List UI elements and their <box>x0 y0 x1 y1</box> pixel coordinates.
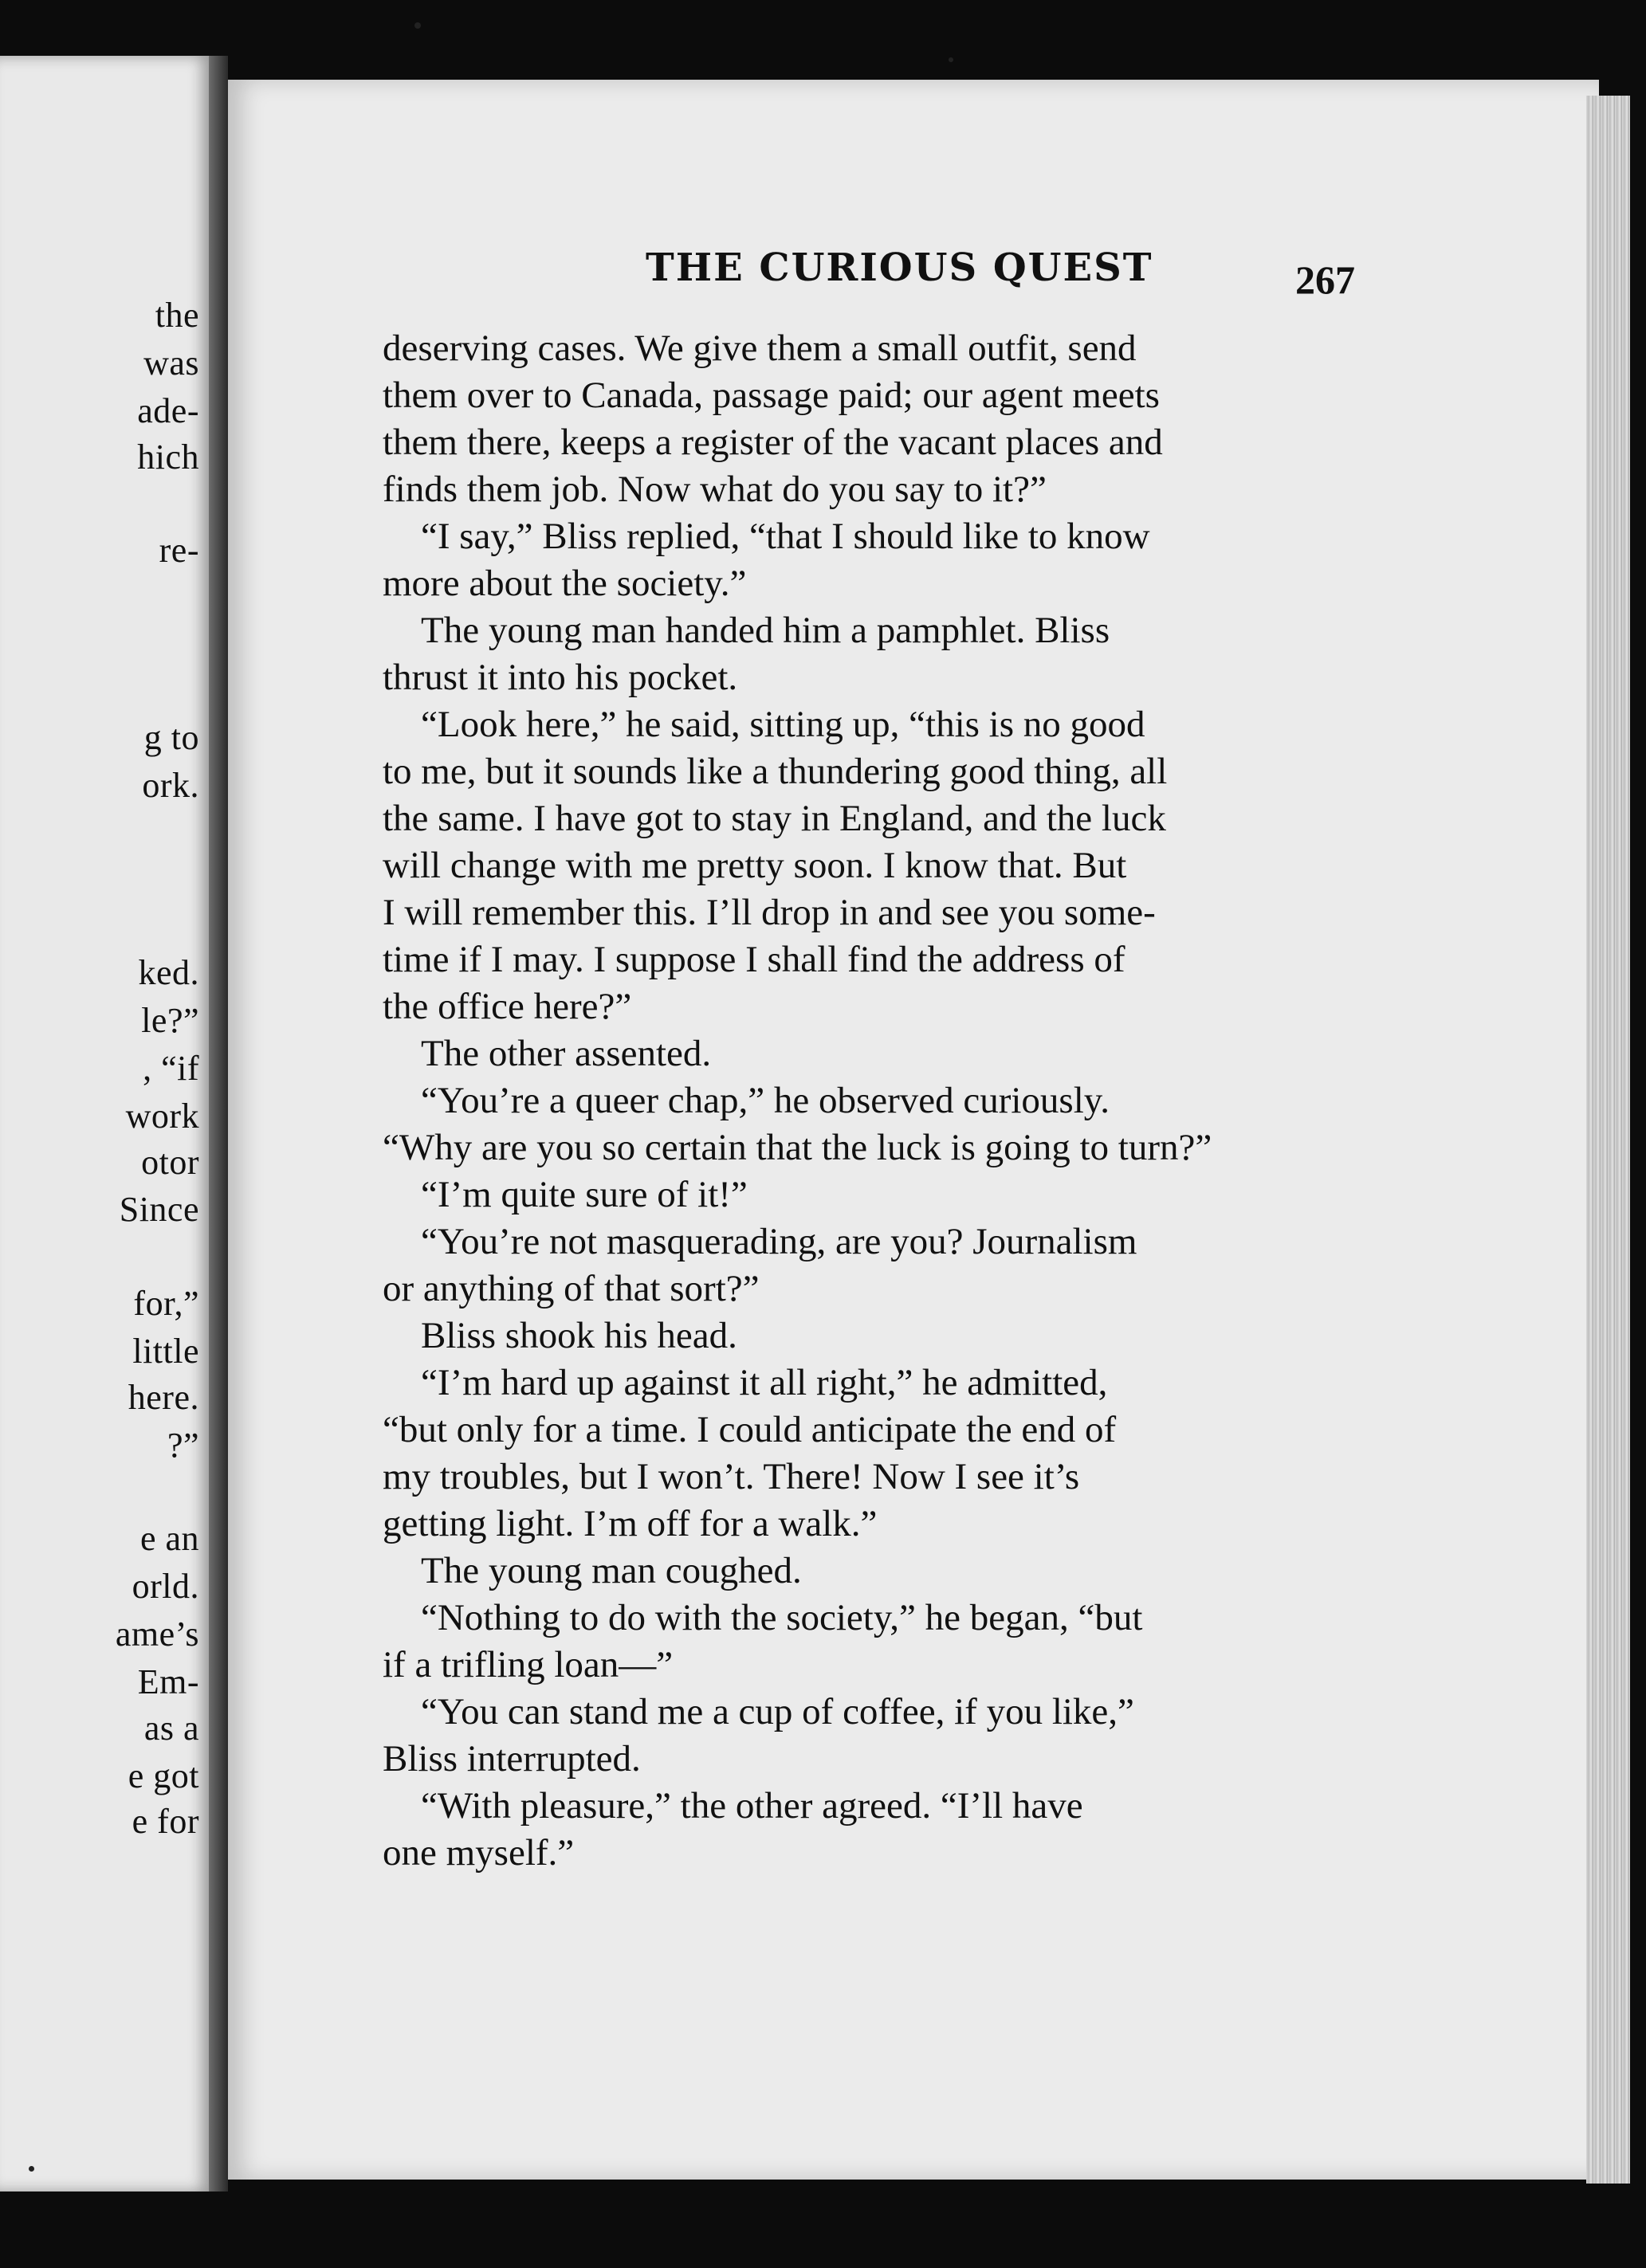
left-page-fragment: ade- <box>137 391 199 430</box>
left-page-fragment: as a <box>143 1709 199 1748</box>
text-line: deserving cases. We give them a small outfit, send <box>383 328 1137 369</box>
left-page-fragment: e an <box>139 1519 199 1558</box>
text-line: getting light. I’m off for a walk.” <box>383 1503 878 1544</box>
left-page-fragment: for,” <box>133 1284 199 1323</box>
text-line: The young man coughed. <box>421 1550 802 1591</box>
left-page-fragment: Since <box>119 1190 199 1229</box>
dust-speck <box>29 2166 34 2172</box>
text-line: The other assented. <box>421 1033 712 1074</box>
left-page-fragment: ked. <box>138 953 199 992</box>
text-line: “I’m hard up against it all right,” he admitted, <box>421 1362 1108 1403</box>
text-line: or anything of that sort?” <box>383 1268 760 1309</box>
text-line: if a trifling loan—” <box>383 1644 674 1685</box>
book-gutter <box>209 56 228 2191</box>
text-line: “You’re a queer chap,” he observed curiously. <box>421 1080 1110 1121</box>
text-line: my troubles, but I won’t. There! Now I see it’s <box>383 1456 1080 1497</box>
text-line: “You’re not masquerading, are you? Journalism <box>421 1221 1137 1262</box>
text-line: “You can stand me a cup of coffee, if you like,” <box>421 1691 1134 1732</box>
text-line: I will remember this. I’ll drop in and see you some- <box>383 892 1156 933</box>
left-page-fragment: here. <box>128 1378 199 1417</box>
left-page-fragment: orld. <box>132 1567 199 1606</box>
page-number: 267 <box>1295 257 1355 302</box>
left-page-fragment: , “if <box>143 1049 199 1088</box>
left-page-fragment: le?” <box>141 1001 199 1040</box>
left-page-fragment: work <box>125 1097 199 1136</box>
left-page-fragment: e for <box>132 1802 199 1841</box>
text-line: “I say,” Bliss replied, “that I should like to know <box>421 516 1150 557</box>
left-page-fragment: re- <box>159 531 199 570</box>
text-line: them over to Canada, passage paid; our agent meets <box>383 375 1160 416</box>
left-page-fragment: g to <box>143 718 199 757</box>
text-line: time if I may. I suppose I shall find the address of <box>383 939 1125 980</box>
text-line: more about the society.” <box>383 563 747 604</box>
left-page-fragment: little <box>132 1332 199 1371</box>
page-edges <box>1586 96 1630 2184</box>
text-line: “Why are you so certain that the luck is going to turn?” <box>383 1127 1212 1168</box>
text-line: Bliss interrupted. <box>383 1738 641 1779</box>
text-line: Bliss shook his head. <box>421 1315 737 1356</box>
running-title: THE CURIOUS QUEST <box>646 245 1153 290</box>
text-line: to me, but it sounds like a thundering good thing, all <box>383 751 1168 792</box>
left-page-fragment: e got <box>128 1756 199 1795</box>
text-line: “With pleasure,” the other agreed. “I’ll have <box>421 1785 1083 1827</box>
text-line: them there, keeps a register of the vacant places and <box>383 422 1163 463</box>
left-page <box>0 56 214 2191</box>
left-page-fragment: otor <box>141 1143 199 1182</box>
left-page-fragment: ork. <box>142 766 199 805</box>
left-page-fragment: hich <box>137 438 199 477</box>
left-page-fragment: ame’s <box>115 1615 199 1654</box>
text-line: The young man handed him a pamphlet. Bliss <box>421 610 1110 651</box>
text-line: “I’m quite sure of it!” <box>421 1174 748 1215</box>
text-line: the office here?” <box>383 986 632 1027</box>
text-line: one myself.” <box>383 1832 575 1874</box>
left-page-fragment: ?” <box>167 1426 199 1465</box>
text-line: the same. I have got to stay in England, and the luck <box>383 798 1166 839</box>
dust-speck <box>949 57 953 62</box>
left-page-fragment: was <box>143 343 199 383</box>
text-line: “Nothing to do with the society,” he began, “but <box>421 1597 1143 1638</box>
text-line: “but only for a time. I could anticipate the end of <box>383 1409 1117 1450</box>
body-text <box>383 325 1351 1877</box>
left-page-fragment: the <box>155 296 199 335</box>
text-line: will change with me pretty soon. I know that. But <box>383 845 1127 886</box>
text-line: thrust it into his pocket. <box>383 657 738 698</box>
left-page-fragment: Em- <box>137 1662 199 1701</box>
text-line: “Look here,” he said, sitting up, “this is no good <box>421 704 1145 745</box>
dust-speck <box>414 22 421 29</box>
text-line: finds them job. Now what do you say to it?” <box>383 469 1047 510</box>
